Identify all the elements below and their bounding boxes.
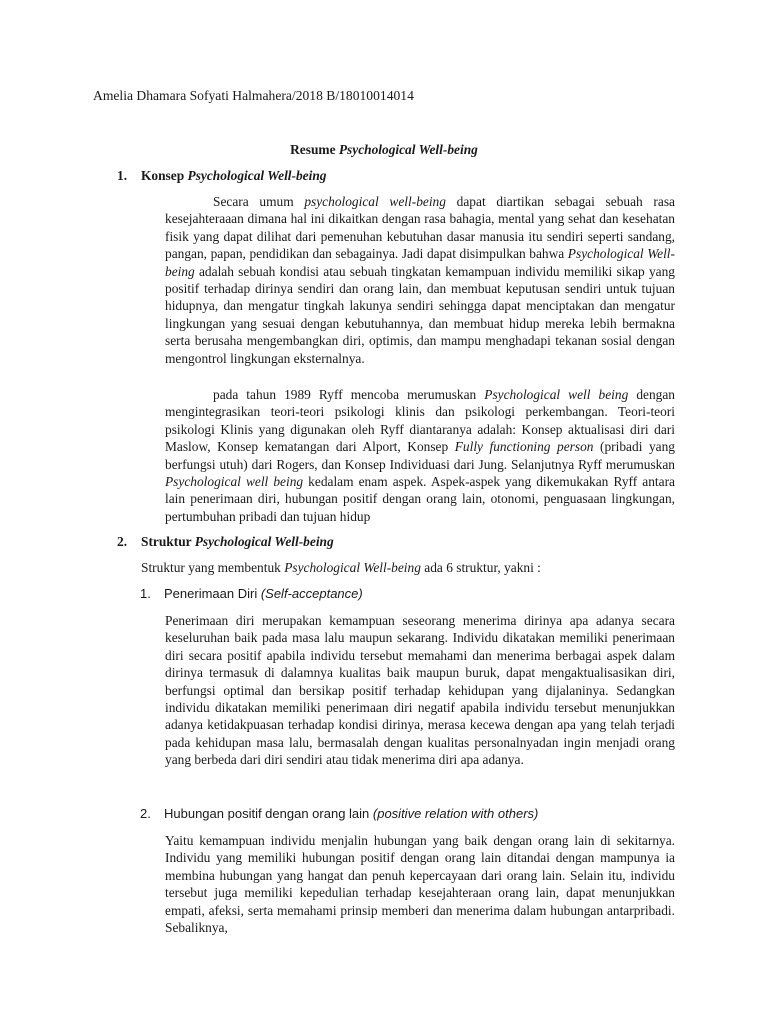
title-prefix: Resume <box>290 142 339 157</box>
document-title <box>0 141 768 158</box>
text-run: Struktur yang membentuk <box>141 560 285 575</box>
section-1-paragraph-1 <box>165 193 675 367</box>
structure-item-1-label: Penerimaan Diri <box>164 586 261 601</box>
italic-term: Fully functioning person <box>454 439 594 455</box>
title-term: Psychological Well-being <box>338 142 478 157</box>
italic-term: psychological well-being <box>304 194 446 209</box>
structure-item-1-heading <box>140 585 363 602</box>
structure-item-1-term: (Self-acceptance) <box>260 586 363 601</box>
text-run: pada tahun 1989 Ryff mencoba merumuskan <box>213 387 485 402</box>
italic-term: Psychological well being <box>165 474 304 490</box>
text-run: adalah sebuah kondisi atau sebuah tingkatan kemampuan individu memiliki sikap yang positif terhadap dirinya sendiri dan orang lain, dan membuat keputusan sendiri untuk tujuan hidupnya, dan mengatur tingkah lakunya sendiri sehingga dapat menciptakan dan mengatur lingkungan yang sesuai dengan kebutuhannya, dan membuat hidup mereka lebih bermakna serta berusaha mengembangkan diri, optimis, dan mampu menghadapi tekanan sosial dengan mengontrol lingkungan eksternalnya. <box>165 263 675 366</box>
section-2-heading-term: Psychological Well-being <box>194 534 334 549</box>
section-1-heading <box>117 167 327 184</box>
section-2-heading-prefix: Struktur <box>141 534 195 549</box>
text-run: dengan mengintegrasikan teori-teori psikologi klinis dan psikologi perkembangan. Teori-teori psikologi Klinis yang digunakan oleh Ryff diantaranya adalah: Konsep aktualisasi diri dari Maslow, Konsep kematangan dari Alport, Konsep <box>165 387 675 455</box>
section-1-heading-term: Psychological Well-being <box>187 168 327 183</box>
section-2-heading <box>117 533 334 550</box>
text-run: Secara umum <box>213 194 305 209</box>
structure-item-2-heading <box>140 805 538 822</box>
section-1-heading-prefix: Konsep <box>141 168 188 183</box>
text-run: (pribadi yang berfungsi utuh) dari Rogers, dan Konsep Individuasi dari Jung. Selanjutnya Ryff merumuskan <box>165 439 675 472</box>
author-line: Amelia Dhamara Sofyati Halmahera/2018 B/18010014014 <box>93 88 414 103</box>
italic-term: Psychological well being <box>484 387 629 402</box>
section-1-number: 1. <box>117 168 128 183</box>
structure-item-2-text: Yaitu kemampuan individu menjalin hubungan yang baik dengan orang lain di sekitarnya. Individu yang memiliki hubungan positif dengan orang lain ditandai dengan mampunya ia membina hubungan yang hangat dan penuh kepercayaan dari orang lain. Selain itu, individu tersebut juga memiliki kepedulian terhadap kesejahteraan orang lain, dapat menunjukkan empati, afeksi, serta memahami prinsip memberi dan menerima dalam hubungan antarpribadi. Sebaliknya, <box>165 833 675 936</box>
text-run: kedalam enam aspek. Aspek-aspek yang dikemukakan Ryff antara lain penerimaan diri, hubungan positif dengan orang lain, otonomi, penguasaan lingkungan, pertumbuhan pribadi dan tujuan hidup <box>165 474 675 524</box>
section-1-paragraph-2 <box>165 386 675 525</box>
structure-item-2-label: Hubungan positif dengan orang lain <box>164 806 373 821</box>
section-2-intro <box>141 559 681 576</box>
italic-term: Psychological Well-being <box>284 560 421 575</box>
structure-item-2-term: (positive relation with others) <box>372 806 539 821</box>
italic-term: Psychological Well-being <box>165 246 675 279</box>
structure-item-2-number: 2. <box>140 806 151 821</box>
structure-item-1-number: 1. <box>140 586 151 601</box>
structure-item-1-text: Penerimaan diri merupakan kemampuan seseorang menerima dirinya apa adanya secara keseluruhan baik pada masa lalu maupun sekarang. Individu dikatakan memiliki penerimaan diri secara positif apabila individu tersebut memahami dan menerima berbagai aspek dalam dirinya termasuk di dalamnya kualitas baik maupun buruk, dapat mengaktualisasikan diri, berfungsi optimal dan bersikap positif terhadap kehidupan yang dijalaninya. Sedangkan individu dikatakan memiliki penerimaan diri negatif apabila individu tersebut menunjukkan adanya ketidakpuasan terhadap kondisi dirinya, merasa kecewa dengan apa yang telah terjadi pada kehidupan masa lalu, bermasalah dengan kualitas personalnyadan ingin menjadi orang yang berbeda dari diri sendiri atau tidak menerima diri apa adanya. <box>165 613 675 768</box>
text-run: dapat diartikan sebagai sebuah rasa kesejahteraaan dimana hal ini dikaitkan dengan rasa bahagia, mental yang sehat dan kesehatan fisik yang dapat dilihat dari pemenuhan kebutuhan dasar manusia itu sendiri seperti sandang, pangan, papan, pendidikan dan sebagainya. Jadi dapat disimpulkan bahwa <box>165 194 675 262</box>
text-run: ada 6 struktur, yakni : <box>420 560 541 575</box>
section-2-number: 2. <box>117 534 128 549</box>
